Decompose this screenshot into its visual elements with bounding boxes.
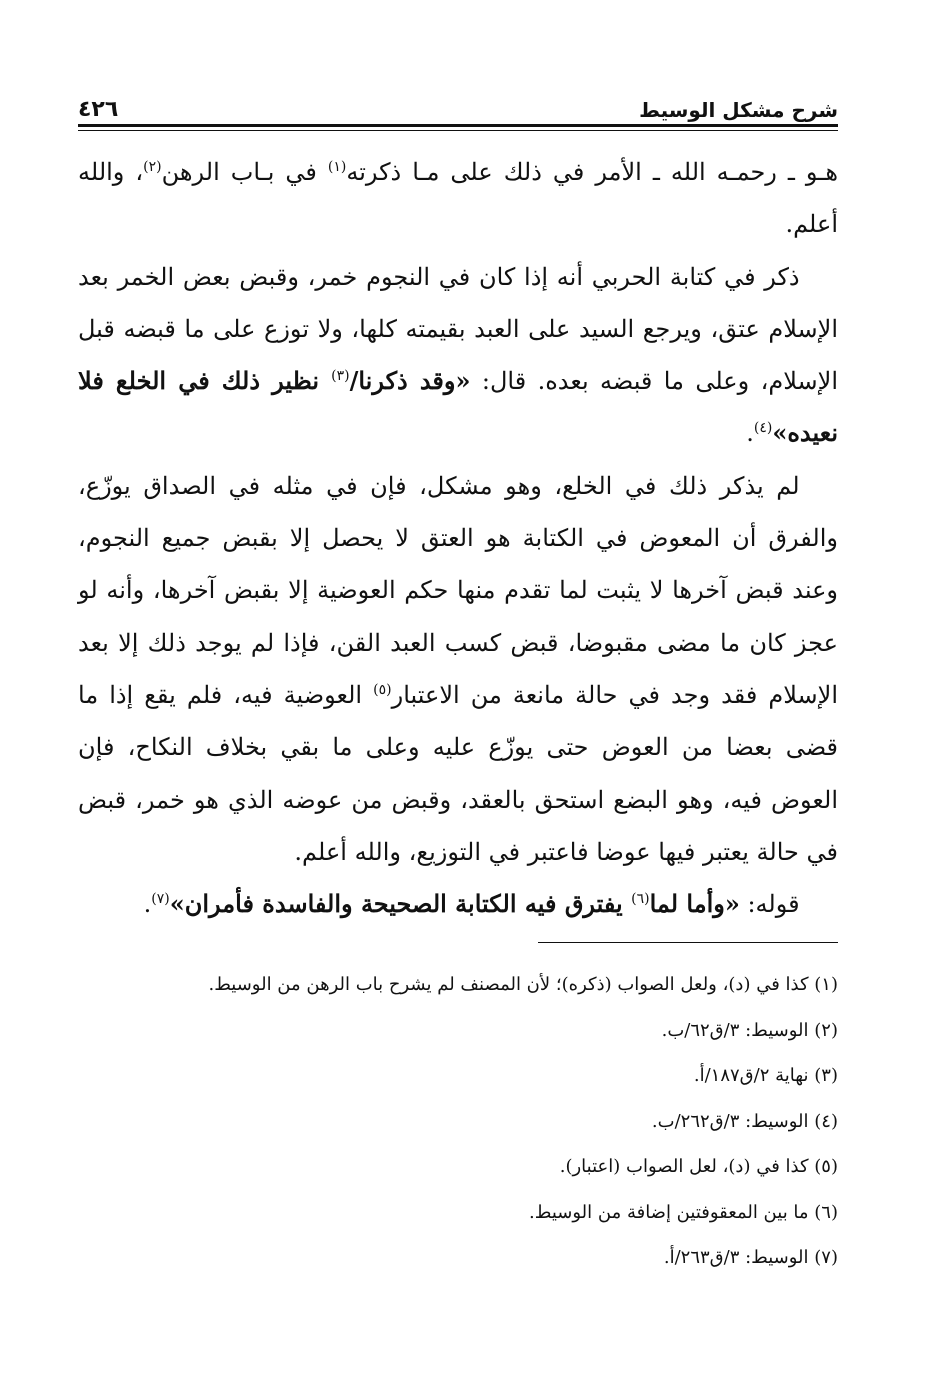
text-run: ، والله أعلم. bbox=[78, 158, 838, 239]
quote-bold: «وأما لما bbox=[649, 889, 740, 919]
text-run: . bbox=[143, 890, 152, 919]
paragraph-3 bbox=[78, 460, 838, 878]
footnote-1: (١) كذا في (د)، ولعل الصواب (ذكره)؛ لأن المصنف لم يشرح باب الرهن من الوسيط. bbox=[208, 974, 838, 995]
footnote-5: (٥) كذا في (د)، لعل الصواب (اعتبار). bbox=[559, 1156, 838, 1177]
main-text bbox=[78, 146, 838, 930]
paragraph-1 bbox=[78, 146, 838, 251]
footnote-3: (٣) نهاية ٢/ق١٨٧/أ. bbox=[693, 1065, 838, 1086]
quote-bold: نظير ذلك في الخلع فلا نعيده» bbox=[78, 366, 838, 448]
footnote-ref-2: (٢) bbox=[143, 159, 162, 175]
footnote-ref-4: (٤) bbox=[753, 420, 773, 437]
page-number: ٤٢٦ bbox=[78, 97, 119, 122]
footnote-2: (٢) الوسيط: ٣/ق٦٢/ب. bbox=[661, 1019, 838, 1041]
footnote-7: (٧) الوسيط: ٣/ق٢٦٣/أ. bbox=[663, 1247, 838, 1268]
paragraph-4 bbox=[78, 878, 838, 930]
running-header bbox=[78, 88, 838, 122]
text-run: هـو ـ رحمـه الله ـ الأمر في ذلك على مـا ذكرته bbox=[346, 158, 838, 186]
paragraph-2 bbox=[78, 251, 838, 460]
footnote-ref-5: (٥) bbox=[373, 681, 392, 698]
text-run: قوله: bbox=[739, 890, 800, 919]
text-run: ذكر في كتابة الحربي أنه إذا كان في النجوم خمر، وقبض بعض الخمر بعد الإسلام عتق، ويرجع السيد على العبد بقيمته كلها، ولا توزع على ما قبضه قبل الإسلام، وعلى ما قبضه بعده. قال: bbox=[78, 262, 838, 396]
footnote-ref-6: (٦) bbox=[631, 891, 650, 908]
footnote-ref-1: (١) bbox=[327, 159, 347, 175]
footnote-4: (٤) الوسيط: ٣/ق٢٦٢/ب. bbox=[651, 1110, 838, 1132]
footnote-6: (٦) ما بين المعقوفتين إضافة من الوسيط. bbox=[529, 1201, 838, 1223]
footnotes bbox=[78, 962, 838, 1281]
header-rule-thin bbox=[78, 130, 838, 131]
header-rule-thick bbox=[78, 124, 838, 127]
text-run: . bbox=[746, 419, 754, 448]
footnote-separator bbox=[538, 942, 838, 943]
quote-bold: «وقد ذكرنا/ bbox=[349, 366, 471, 396]
text-run: العوضية فيه، فلم يقع إذا ما قضى بعضا من العوض حتى يوزّع عليه وعلى ما بقي بخلاف النكاح، فإن العوض فيه، وهو البضع استحق بالعقد، وقبض من عوضه الذي هو خمر، قبض في حالة يعتبر فيها عوضا فاعتبر في التوزيع، والله أعلم. bbox=[78, 680, 838, 866]
book-title: شرح مشكل الوسيط bbox=[639, 98, 838, 122]
footnote-ref-7: (٧) bbox=[151, 891, 170, 908]
quote-bold: يفترق فيه الكتابة الصحيحة والفاسدة فأمران» bbox=[169, 889, 632, 919]
text-run: لم يذكر ذلك في الخلع، وهو مشكل، فإن في مثله في الصداق يوزّع، والفرق أن المعوض في الكتابة هو العتق لا يحصل إلا بقبض جميع النجوم، وعند قبض آخرها لا يثبت لما تقدم منها حكم العوضية إلا بقبض آخرها، وأنه لو عجز كان ما مضى مقبوضا، قبض كسب العبد القن، فإذا لم يوجد ذلك إلا بعد الإسلام فقد وجد في حالة مانعة من الاعتبار bbox=[78, 471, 838, 709]
footnote-ref-3: (٣) bbox=[331, 368, 350, 385]
text-run: في بـاب الرهن bbox=[161, 158, 328, 186]
